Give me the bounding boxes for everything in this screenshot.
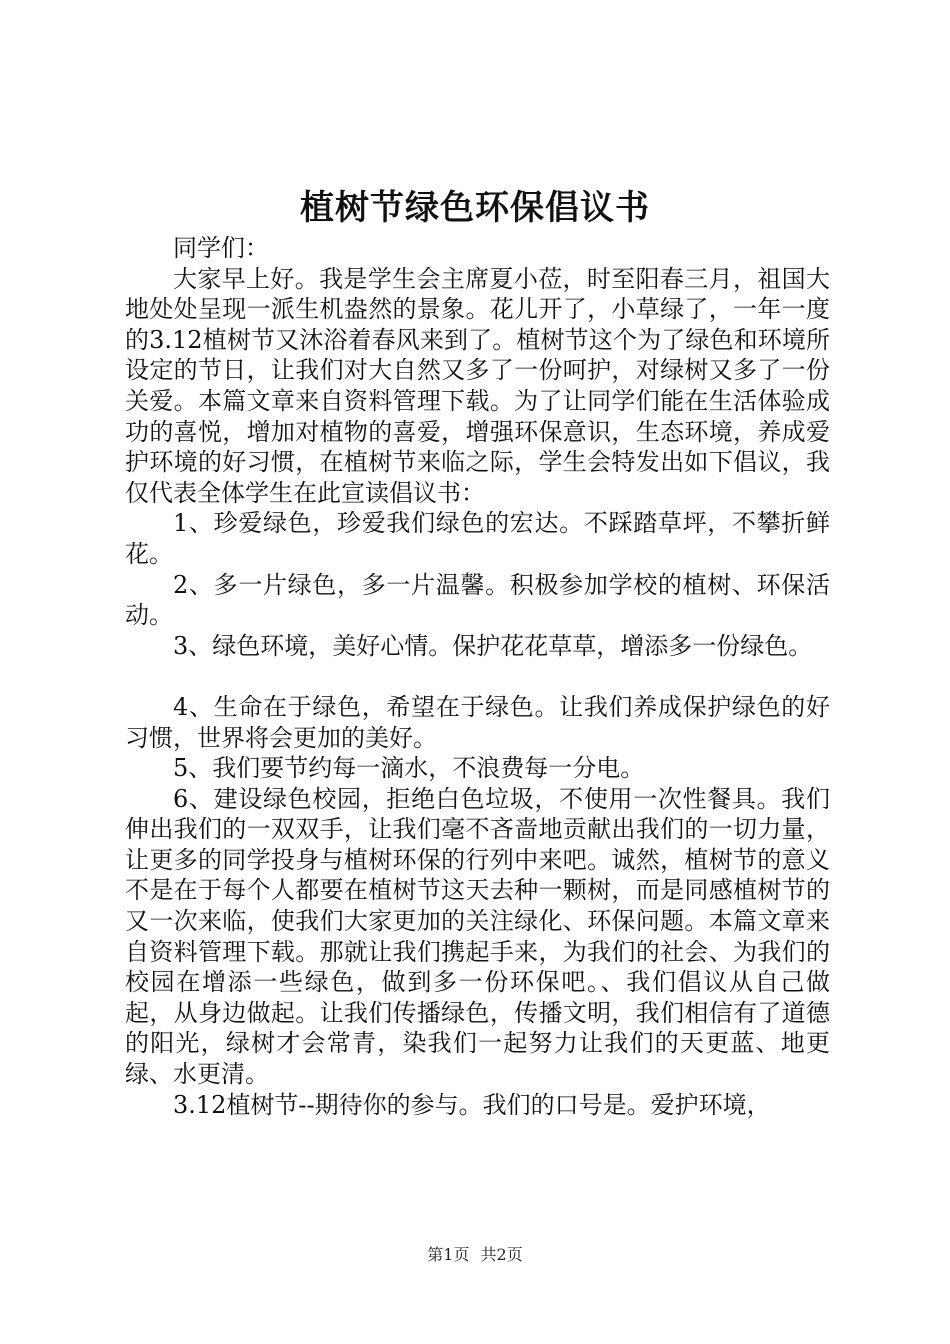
page-number: 第1页	[427, 1245, 470, 1264]
greeting: 同学们：	[173, 234, 269, 262]
document-body	[125, 233, 830, 1120]
paragraph-item-2: 2、多一片绿色，多一片温馨。积极参加学校的植树、环保活动。	[125, 570, 830, 630]
paragraph-item-3: 3、绿色环境，美好心情。保护花花草草，增添多一份绿色。	[173, 631, 813, 660]
page-footer	[0, 1243, 950, 1267]
paragraph-item-5: 5、我们要节约每一滴水，不浪费每一分电。	[173, 754, 645, 783]
document-title: 植树节绿色环保倡议书	[300, 188, 650, 228]
paragraph-slogan: 3.12植树节--期待你的参与。我们的口号是。爱护环境，	[173, 1090, 771, 1119]
paragraph-item-6: 6、建设绿色校园，拒绝白色垃圾，不使用一次性餐具。我们伸出我们的一双双手，让我们毫不吝啬地贡献出我们的一切力量，让更多的同学投身与植树环保的行列中来吧。诚然，植树节的意义不是在于每个人都要在植树节这天去种一颗树，而是同感植树节的又一次来临，使我们大家更加的关注绿化、环保问题。本篇文章来自资料管理下载。那就让我们携起手来，为我们的社会、为我们的校园在增添一些绿色，做到多一份环保吧。、我们倡议从自己做起，从身边做起。让我们传播绿色，传播文明，我们相信有了道德的阳光，绿树才会常青，染我们一起努力让我们的天更蓝、地更绿、水更清。	[125, 784, 830, 1089]
paragraph-intro: 大家早上好。我是学生会主席夏小莅，时至阳春三月，祖国大地处处呈现一派生机盎然的景象。花儿开了，小草绿了，一年一度的3.12植树节又沐浴着春风来到了。植树节这个为了绿色和环境所设定的节日，让我们对大自然又多了一份呵护，对绿树又多了一份关爱。本篇文章来自资料管理下载。为了让同学们能在生活体验成功的喜悦，增加对植物的喜爱，增强环保意识，生态环境，养成爱护环境的好习惯，在植树节来临之际，学生会特发出如下倡议，我仅代表全体学生在此宣读倡议书：	[125, 264, 830, 507]
paragraph-item-1: 1、珍爱绿色，珍爱我们绿色的宏达。不踩踏草坪，不攀折鲜花。	[125, 509, 830, 568]
paragraph-item-4: 4、生命在于绿色，希望在于绿色。让我们养成保护绿色的好习惯，世界将会更加的美好。	[125, 692, 830, 752]
page-total: 共2页	[480, 1245, 523, 1264]
